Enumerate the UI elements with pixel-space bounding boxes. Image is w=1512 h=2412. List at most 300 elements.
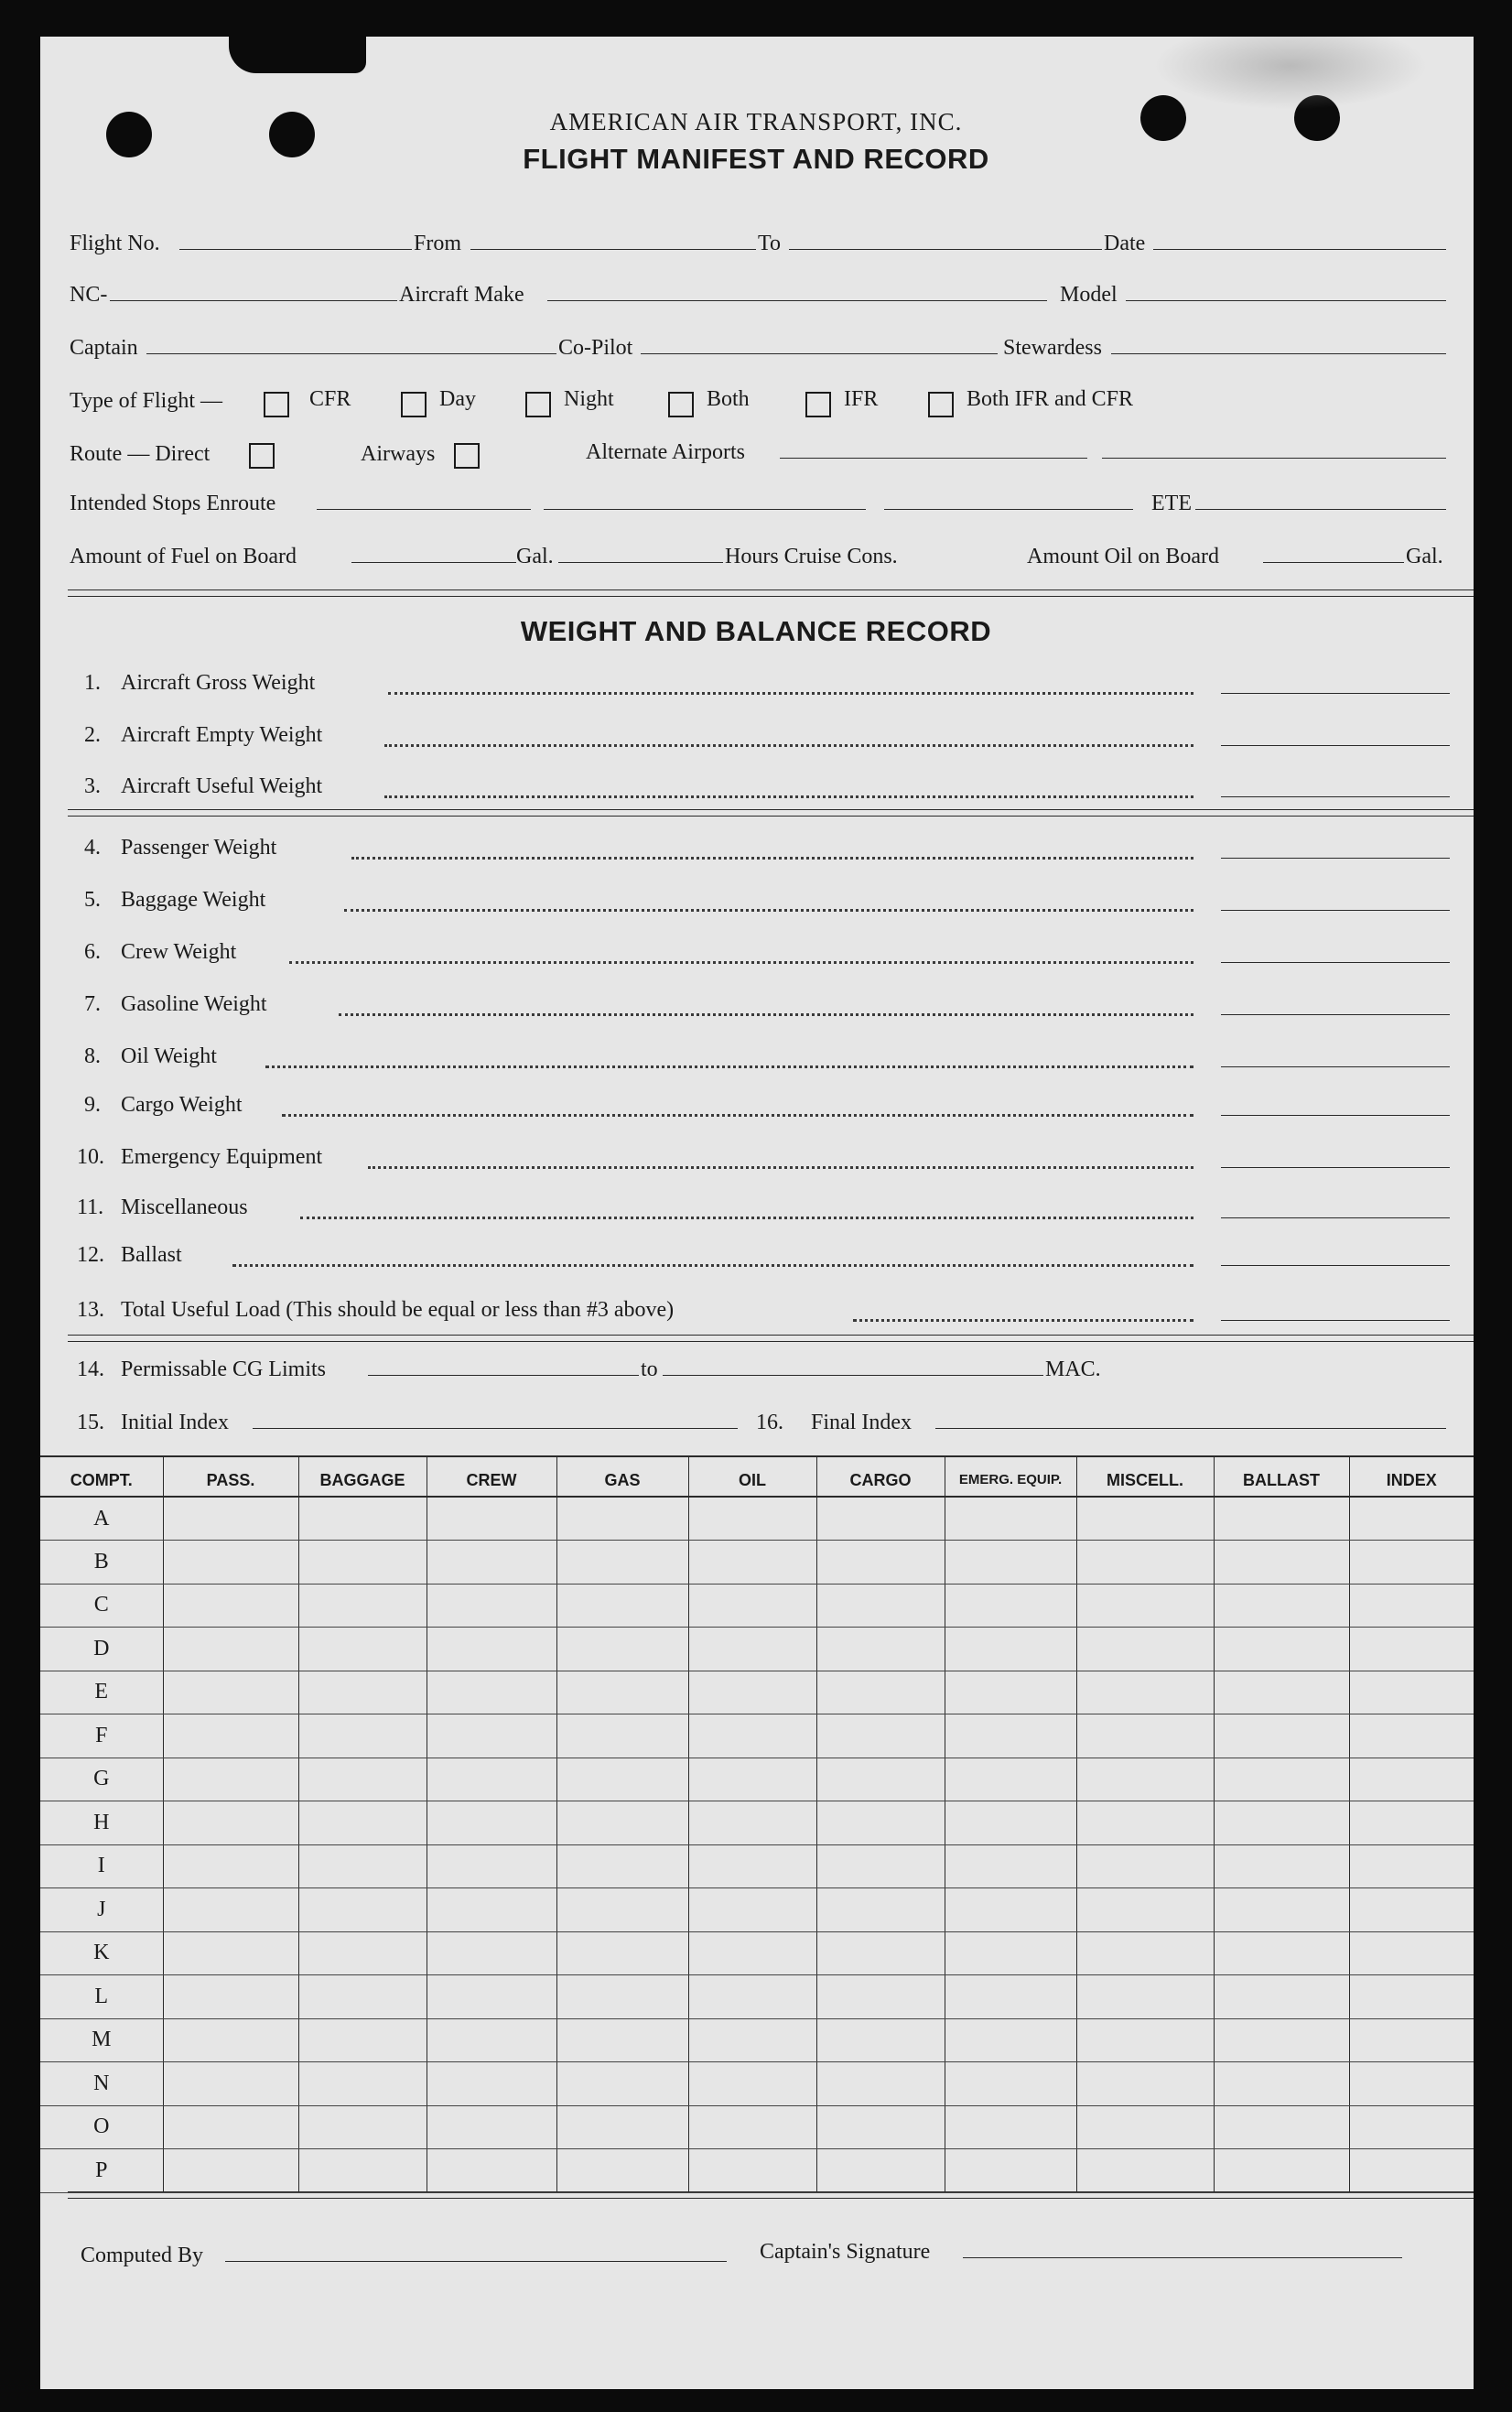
table-cell[interactable]: [163, 1975, 298, 2019]
table-cell[interactable]: [816, 2149, 945, 2193]
passenger-weight-field[interactable]: [1221, 858, 1450, 859]
column-header: BALLAST: [1214, 1456, 1349, 1497]
cfr-checkbox[interactable]: [264, 392, 289, 417]
table-cell[interactable]: [1076, 2062, 1214, 2106]
table-cell[interactable]: [816, 1758, 945, 1801]
column-header: COMPT.: [40, 1456, 163, 1497]
table-cell[interactable]: [556, 1714, 688, 1758]
table-cell[interactable]: [556, 1584, 688, 1628]
miscellaneous-field[interactable]: [1221, 1217, 1450, 1218]
total-divider: [68, 1335, 1474, 1342]
fuel-on-board-field[interactable]: [351, 562, 516, 563]
table-cell[interactable]: [163, 2149, 298, 2193]
table-cell[interactable]: [1214, 1628, 1349, 1671]
route-direct-label: Route — Direct: [70, 442, 211, 466]
table-cell[interactable]: [1076, 1671, 1214, 1714]
weight-row-ballast: [77, 1243, 1450, 1271]
table-cell[interactable]: [1214, 2149, 1349, 2193]
initial-index-number: 15.: [77, 1411, 104, 1434]
table-cell[interactable]: [1349, 1844, 1474, 1888]
flight-no-field[interactable]: [179, 249, 412, 250]
leader-dots: [351, 836, 1193, 860]
table-cell[interactable]: [945, 1758, 1076, 1801]
day-label: Day: [439, 387, 476, 411]
row-number: 5.: [84, 888, 101, 912]
from-field[interactable]: [470, 249, 756, 250]
table-cell[interactable]: [298, 1714, 427, 1758]
column-header: MISCELL.: [1076, 1456, 1214, 1497]
table-cell[interactable]: [688, 1758, 816, 1801]
row-label: Emergency Equipment: [121, 1145, 323, 1169]
table-cell[interactable]: [1076, 1888, 1214, 1932]
initial-index-label: Initial Index: [121, 1411, 229, 1434]
table-cell[interactable]: [688, 1931, 816, 1975]
table-row: [40, 1844, 1474, 1888]
table-cell[interactable]: [1349, 1671, 1474, 1714]
table-row: [40, 1975, 1474, 2019]
table-cell[interactable]: [556, 1888, 688, 1932]
ete-label: ETE: [1151, 492, 1192, 515]
table-cell[interactable]: [1349, 1714, 1474, 1758]
table-cell[interactable]: [298, 1801, 427, 1845]
captains-signature-label: Captain's Signature: [760, 2240, 931, 2264]
empty-weight-field[interactable]: [1221, 745, 1450, 746]
table-cell[interactable]: [298, 2149, 427, 2193]
alternate-airport-field-1[interactable]: [780, 458, 1087, 459]
table-cell[interactable]: [945, 2105, 1076, 2149]
table-cell[interactable]: [1349, 2105, 1474, 2149]
night-checkbox[interactable]: [525, 392, 551, 417]
emergency-equipment-field[interactable]: [1221, 1167, 1450, 1168]
row-number: 1.: [84, 671, 101, 695]
table-cell[interactable]: [1349, 1584, 1474, 1628]
aircraft-make-field[interactable]: [547, 300, 1047, 301]
table-cell[interactable]: [298, 1844, 427, 1888]
compartment-label: M: [40, 2018, 163, 2062]
table-cell[interactable]: [688, 1497, 816, 1541]
table-cell[interactable]: [816, 2105, 945, 2149]
weight-row-total: [77, 1298, 1450, 1325]
model-label: Model: [1060, 283, 1118, 307]
form-title: FLIGHT MANIFEST AND RECORD: [523, 143, 989, 175]
compartment-label: D: [40, 1628, 163, 1671]
table-cell[interactable]: [298, 1584, 427, 1628]
gasoline-weight-field[interactable]: [1221, 1014, 1450, 1015]
table-cell[interactable]: [556, 2062, 688, 2106]
table-cell[interactable]: [1349, 2062, 1474, 2106]
stop-field-3[interactable]: [884, 509, 1133, 510]
table-cell[interactable]: [556, 2105, 688, 2149]
alternate-airport-field-2[interactable]: [1102, 458, 1446, 459]
ete-field[interactable]: [1195, 509, 1446, 510]
table-cell[interactable]: [298, 2105, 427, 2149]
table-cell[interactable]: [816, 1628, 945, 1671]
table-cell[interactable]: [1214, 1931, 1349, 1975]
row-label: Oil Weight: [121, 1044, 217, 1068]
table-cell[interactable]: [816, 1888, 945, 1932]
compartment-label: P: [40, 2149, 163, 2193]
weight-row-passenger: [77, 836, 1450, 863]
table-cell[interactable]: [1076, 1801, 1214, 1845]
stewardess-label: Stewardess: [1003, 336, 1102, 360]
co-pilot-field[interactable]: [641, 353, 998, 354]
table-cell[interactable]: [163, 1671, 298, 1714]
leader-dots: [300, 1195, 1193, 1219]
table-cell[interactable]: [427, 1888, 556, 1932]
table-cell[interactable]: [556, 1497, 688, 1541]
table-cell[interactable]: [816, 1931, 945, 1975]
table-cell[interactable]: [1214, 2062, 1349, 2106]
leader-dots: [388, 671, 1193, 695]
table-cell[interactable]: [1349, 1931, 1474, 1975]
ifr-checkbox[interactable]: [805, 392, 831, 417]
table-cell[interactable]: [1349, 1975, 1474, 2019]
leader-dots: [384, 723, 1193, 747]
table-cell[interactable]: [1076, 1584, 1214, 1628]
table-cell[interactable]: [945, 2062, 1076, 2106]
row-number: 9.: [84, 1093, 101, 1117]
column-header: CARGO: [816, 1456, 945, 1497]
table-cell[interactable]: [556, 1931, 688, 1975]
table-cell[interactable]: [556, 1758, 688, 1801]
table-cell[interactable]: [945, 1497, 1076, 1541]
row-number: 13.: [77, 1298, 104, 1322]
table-cell[interactable]: [298, 1628, 427, 1671]
oil-on-board-field[interactable]: [1263, 562, 1404, 563]
table-cell[interactable]: [163, 2105, 298, 2149]
table-cell[interactable]: [427, 1541, 556, 1585]
initial-index-field[interactable]: [253, 1428, 738, 1429]
weight-balance-title: WEIGHT AND BALANCE RECORD: [520, 615, 992, 647]
cg-number: 14.: [77, 1357, 104, 1381]
row-number: 8.: [84, 1044, 101, 1068]
airways-checkbox[interactable]: [454, 443, 480, 469]
hours-cruise-label: Hours Cruise Cons.: [725, 545, 898, 568]
table-row: [40, 1801, 1474, 1845]
hours-cruise-field[interactable]: [558, 562, 723, 563]
useful-weight-field[interactable]: [1221, 796, 1450, 797]
fuel-gal-label: Gal.: [516, 545, 554, 568]
intended-stops-label: Intended Stops Enroute: [70, 492, 276, 515]
table-cell[interactable]: [298, 2062, 427, 2106]
to-label: To: [758, 232, 781, 255]
table-cell[interactable]: [1076, 1541, 1214, 1585]
stop-field-1[interactable]: [317, 509, 531, 510]
table-cell[interactable]: [163, 1888, 298, 1932]
row-label: Aircraft Empty Weight: [121, 723, 323, 747]
table-body: [40, 1497, 1474, 2192]
table-cell[interactable]: [163, 2018, 298, 2062]
table-cell[interactable]: [688, 1714, 816, 1758]
table-cell[interactable]: [298, 1671, 427, 1714]
table-cell[interactable]: [1349, 2149, 1474, 2193]
weight-row-oil: [77, 1044, 1450, 1072]
stop-field-2[interactable]: [544, 509, 866, 510]
row-label: Aircraft Gross Weight: [121, 671, 316, 695]
table-cell[interactable]: [945, 1801, 1076, 1845]
table-cell[interactable]: [945, 1541, 1076, 1585]
table-cell[interactable]: [1214, 1975, 1349, 2019]
table-cell[interactable]: [1214, 2018, 1349, 2062]
table-cell[interactable]: [816, 1714, 945, 1758]
table-cell[interactable]: [816, 2062, 945, 2106]
table-cell[interactable]: [298, 1758, 427, 1801]
date-field[interactable]: [1153, 249, 1446, 250]
table-cell[interactable]: [1076, 1628, 1214, 1671]
ballast-field[interactable]: [1221, 1265, 1450, 1266]
table-row: [40, 1497, 1474, 1541]
table-cell[interactable]: [1076, 1975, 1214, 2019]
column-header: OIL: [688, 1456, 816, 1497]
table-cell[interactable]: [163, 1541, 298, 1585]
table-row: [40, 2062, 1474, 2106]
table-cell[interactable]: [163, 1844, 298, 1888]
table-cell[interactable]: [556, 1844, 688, 1888]
table-cell[interactable]: [163, 1758, 298, 1801]
table-cell[interactable]: [163, 1714, 298, 1758]
day-checkbox[interactable]: [401, 392, 427, 417]
table-cell[interactable]: [427, 2149, 556, 2193]
table-cell[interactable]: [1076, 2149, 1214, 2193]
table-cell[interactable]: [427, 1497, 556, 1541]
table-cell[interactable]: [163, 2062, 298, 2106]
table-row: [40, 1584, 1474, 1628]
table-cell[interactable]: [1349, 1497, 1474, 1541]
table-cell[interactable]: [816, 1844, 945, 1888]
both-ifr-cfr-label: Both IFR and CFR: [967, 387, 1134, 411]
table-cell[interactable]: [427, 2018, 556, 2062]
table-cell[interactable]: [298, 1497, 427, 1541]
table-row: [40, 2018, 1474, 2062]
final-index-number: 16.: [756, 1411, 783, 1434]
table-cell[interactable]: [1076, 2018, 1214, 2062]
table-cell[interactable]: [816, 1497, 945, 1541]
table-cell[interactable]: [427, 1671, 556, 1714]
baggage-weight-field[interactable]: [1221, 910, 1450, 911]
table-cell[interactable]: [688, 2062, 816, 2106]
computed-by-field[interactable]: [225, 2261, 727, 2262]
table-cell[interactable]: [298, 1975, 427, 2019]
table-cell[interactable]: [688, 1975, 816, 2019]
table-cell[interactable]: [556, 1671, 688, 1714]
table-cell[interactable]: [945, 2018, 1076, 2062]
table-cell[interactable]: [945, 1671, 1076, 1714]
table-cell[interactable]: [1214, 1714, 1349, 1758]
compartment-label: J: [40, 1888, 163, 1932]
table-row: [40, 1888, 1474, 1932]
captain-field[interactable]: [146, 353, 556, 354]
weight-row-gross: [77, 671, 1450, 698]
table-cell[interactable]: [163, 1931, 298, 1975]
row-label: Aircraft Useful Weight: [121, 774, 323, 798]
table-cell[interactable]: [1214, 2105, 1349, 2149]
table-cell[interactable]: [945, 1975, 1076, 2019]
route-direct-checkbox[interactable]: [249, 443, 275, 469]
row-label: Total Useful Load (This should be equal or less than #3 above): [121, 1298, 675, 1322]
compartment-label: L: [40, 1975, 163, 2019]
table-cell[interactable]: [1214, 1584, 1349, 1628]
model-field[interactable]: [1126, 300, 1446, 301]
stewardess-field[interactable]: [1111, 353, 1446, 354]
row-number: 3.: [84, 774, 101, 798]
table-cell[interactable]: [1076, 2105, 1214, 2149]
table-cell[interactable]: [427, 1975, 556, 2019]
nc-label: NC-: [70, 283, 108, 307]
table-cell[interactable]: [556, 2018, 688, 2062]
table-cell[interactable]: [816, 1975, 945, 2019]
table-cell[interactable]: [298, 1888, 427, 1932]
table-cell[interactable]: [816, 1584, 945, 1628]
table-cell[interactable]: [1349, 1801, 1474, 1845]
compartment-label: H: [40, 1801, 163, 1845]
table-cell[interactable]: [688, 2149, 816, 2193]
captains-signature-field[interactable]: [963, 2257, 1402, 2258]
table-cell[interactable]: [1076, 1497, 1214, 1541]
table-cell[interactable]: [945, 1628, 1076, 1671]
both-checkbox[interactable]: [668, 392, 694, 417]
cfr-label: CFR: [309, 387, 351, 411]
table-cell[interactable]: [556, 2149, 688, 2193]
table-cell[interactable]: [688, 2105, 816, 2149]
table-cell[interactable]: [427, 2062, 556, 2106]
table-cell[interactable]: [1349, 1628, 1474, 1671]
company-name: AMERICAN AIR TRANSPORT, INC.: [549, 108, 963, 135]
table-cell[interactable]: [427, 1801, 556, 1845]
weight-row-baggage: [77, 888, 1450, 915]
table-cell[interactable]: [945, 1714, 1076, 1758]
table-cell[interactable]: [816, 1801, 945, 1845]
table-cell[interactable]: [945, 2149, 1076, 2193]
table-cell[interactable]: [688, 1584, 816, 1628]
table-cell[interactable]: [1076, 1714, 1214, 1758]
table-cell[interactable]: [1214, 1497, 1349, 1541]
table-cell[interactable]: [1214, 1801, 1349, 1845]
table-cell[interactable]: [298, 1931, 427, 1975]
table-cell[interactable]: [945, 1931, 1076, 1975]
leader-dots: [339, 992, 1193, 1016]
table-cell[interactable]: [298, 1541, 427, 1585]
table-cell[interactable]: [688, 1801, 816, 1845]
both-ifr-cfr-checkbox[interactable]: [928, 392, 954, 417]
table-cell[interactable]: [163, 1628, 298, 1671]
crew-weight-field[interactable]: [1221, 962, 1450, 963]
table-cell[interactable]: [1076, 1844, 1214, 1888]
table-cell[interactable]: [816, 2018, 945, 2062]
table-cell[interactable]: [163, 1801, 298, 1845]
table-cell[interactable]: [1349, 1541, 1474, 1585]
table-cell[interactable]: [1214, 1671, 1349, 1714]
table-cell[interactable]: [688, 1541, 816, 1585]
table-bottom-rule: [68, 2191, 1474, 2199]
table-cell[interactable]: [1349, 1758, 1474, 1801]
row-label: Gasoline Weight: [121, 992, 267, 1016]
table-cell[interactable]: [1076, 1758, 1214, 1801]
oil-gal-label: Gal.: [1406, 545, 1443, 568]
column-header: EMERG. EQUIP.: [945, 1456, 1076, 1497]
cg-to-label: to: [641, 1357, 658, 1381]
weight-row-cargo: [77, 1093, 1450, 1120]
table-cell[interactable]: [556, 1628, 688, 1671]
table-row: [40, 1758, 1474, 1801]
row-number: 12.: [77, 1243, 104, 1267]
table-row: [40, 2149, 1474, 2193]
nc-field[interactable]: [110, 300, 397, 301]
table-cell[interactable]: [1214, 1888, 1349, 1932]
table-cell[interactable]: [163, 1584, 298, 1628]
table-cell[interactable]: [298, 2018, 427, 2062]
table-cell[interactable]: [945, 1844, 1076, 1888]
table-cell[interactable]: [427, 1628, 556, 1671]
table-cell[interactable]: [427, 1844, 556, 1888]
leader-dots: [265, 1044, 1193, 1068]
to-field[interactable]: [789, 249, 1102, 250]
final-index-field[interactable]: [935, 1428, 1446, 1429]
leader-dots: [232, 1243, 1193, 1267]
table-cell[interactable]: [1214, 1758, 1349, 1801]
compartment-label: C: [40, 1584, 163, 1628]
table-cell[interactable]: [427, 1714, 556, 1758]
table-cell[interactable]: [945, 1584, 1076, 1628]
oil-weight-field[interactable]: [1221, 1066, 1450, 1067]
table-row: [40, 1714, 1474, 1758]
table-cell[interactable]: [816, 1671, 945, 1714]
stain-mark: [1153, 37, 1428, 110]
table-cell[interactable]: [556, 1541, 688, 1585]
total-useful-load-field[interactable]: [1221, 1320, 1450, 1321]
cg-limit-from-field[interactable]: [368, 1375, 639, 1376]
row-number: 7.: [84, 992, 101, 1016]
table-cell[interactable]: [1349, 1888, 1474, 1932]
table-cell[interactable]: [816, 1541, 945, 1585]
weight-row-gasoline: [77, 992, 1450, 1020]
table-cell[interactable]: [1349, 2018, 1474, 2062]
compartment-label: A: [40, 1497, 163, 1541]
table-cell[interactable]: [427, 1758, 556, 1801]
compartment-label: O: [40, 2105, 163, 2149]
table-cell[interactable]: [1214, 1541, 1349, 1585]
row-number: 6.: [84, 940, 101, 964]
row-number: 2.: [84, 723, 101, 747]
table-cell[interactable]: [556, 1975, 688, 2019]
gross-weight-field[interactable]: [1221, 693, 1450, 694]
table-cell[interactable]: [688, 2018, 816, 2062]
fuel-on-board-label: Amount of Fuel on Board: [70, 545, 297, 568]
table-cell[interactable]: [427, 1584, 556, 1628]
airways-label: Airways: [361, 442, 436, 466]
weight-row-crew: [77, 940, 1450, 968]
table-cell[interactable]: [427, 1931, 556, 1975]
table-cell[interactable]: [688, 1671, 816, 1714]
weight-row-misc: [77, 1195, 1450, 1223]
table-cell[interactable]: [688, 1844, 816, 1888]
table-cell[interactable]: [688, 1888, 816, 1932]
table-cell[interactable]: [688, 1628, 816, 1671]
final-index-label: Final Index: [811, 1411, 912, 1434]
cargo-weight-field[interactable]: [1221, 1115, 1450, 1116]
table-cell[interactable]: [556, 1801, 688, 1845]
row-label: Ballast: [121, 1243, 182, 1267]
table-cell[interactable]: [945, 1888, 1076, 1932]
table-cell[interactable]: [1076, 1931, 1214, 1975]
table-cell[interactable]: [427, 2105, 556, 2149]
row-label: Passenger Weight: [121, 836, 277, 860]
captain-label: Captain: [70, 336, 138, 360]
table-cell[interactable]: [163, 1497, 298, 1541]
table-cell[interactable]: [1214, 1844, 1349, 1888]
row-label: Cargo Weight: [121, 1093, 243, 1117]
compartment-label: E: [40, 1671, 163, 1714]
cg-limit-to-field[interactable]: [663, 1375, 1043, 1376]
